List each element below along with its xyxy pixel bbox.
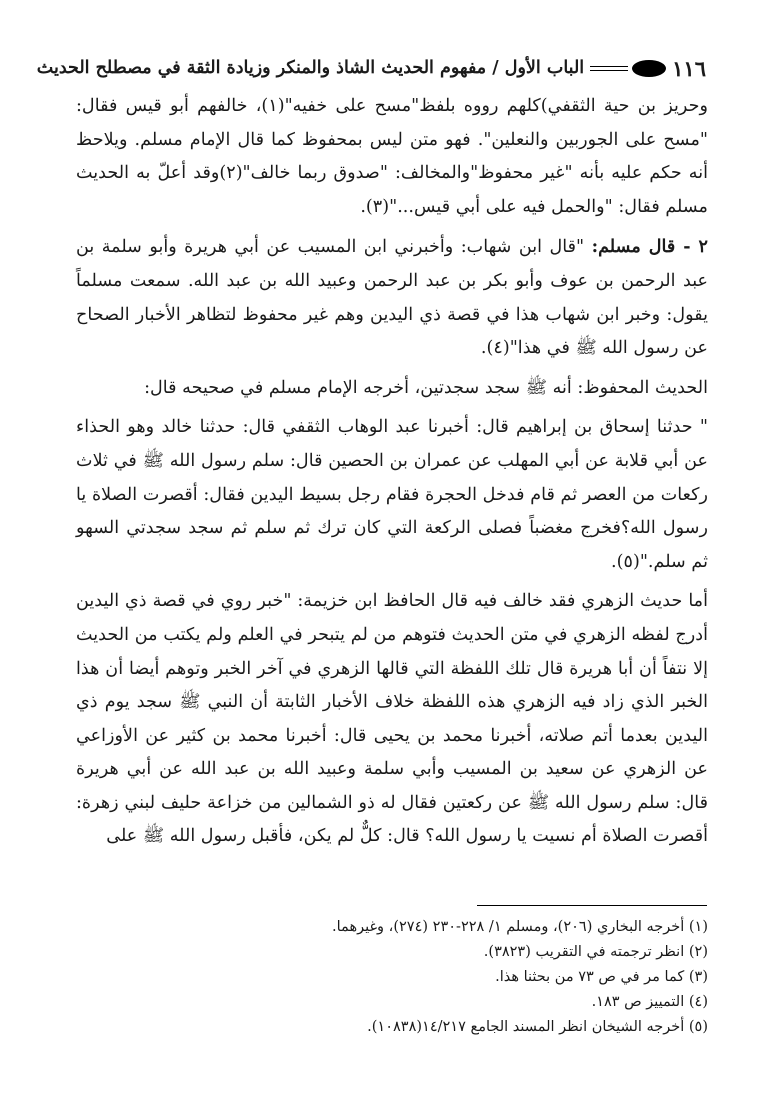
section-lead: ٢ - قال مسلم: xyxy=(591,236,708,258)
main-text xyxy=(76,90,708,860)
running-header xyxy=(36,50,706,86)
chapter-title: الباب الأول / مفهوم الحديث الشاذ والمنكر وزيادة الثقة في مصطلح الحديث xyxy=(36,58,585,78)
paragraph: " حدثنا إسحاق بن إبراهيم قال: أخبرنا عبد الوهاب الثقفي قال: حدثنا خالد وهو الحذاء عن أبي قلابة عن أبي المهلب عن عمران بن الحصين قال: سلم رسول الله ﷺ في ثلاث ركعات من العصر ثم قام فدخل الحجرة فقام رجل بسيط اليدين فقال: أقصرت الصلاة يا رسول الله؟فخرج مغضباً فصلى الركعة التي كان ترك ثم سلم ثم سجد سجدتي السهو ثم سلم."(٥). xyxy=(76,417,708,572)
paragraph: أما حديث الزهري فقد خالف فيه قال الحافظ ابن خزيمة: "خبر روي في قصة ذي اليدين أدرج لفظه الزهري في متن الحديث فتوهم من لم يتبحر في العلم ولم يكتب من الحديث إلا نتفاً أن أبا هريرة قال تلك اللفظة التي قالها الزهري في آخر الخبر وتوهم أيضا أن هذا الخبر الذي زاد فيه الزهري هذه اللفظة خلاف الأخبار الثابتة أن النبي ﷺ سجد يوم ذي اليدين بعدما أتم صلاته، أخبرنا محمد بن يحيى قال: أخبرنا محمد بن كثير عن الأوزاعي عن الزهري عن سعيد بن المسيب وأبي سلمة وعبيد الله بن عبد الله عن أبي هريرة قال: سلم رسول الله ﷺ عن ركعتين فقال له ذو الشمالين من خزاعة حليف لبني زهرة: أقصرت الصلاة أم نسيت يا رسول الله؟ قال: كلٌّ لم يكن، فأقبل رسول الله ﷺ على xyxy=(76,591,708,847)
header-rule-start xyxy=(590,66,628,71)
paragraph: الحديث المحفوظ: أنه ﷺ سجد سجدتين، أخرجه الإمام مسلم في صحيحه قال: xyxy=(144,377,708,398)
page-number: ١١٦ xyxy=(672,55,706,81)
footnote: (١) أخرجه البخاري (٢٠٦)، ومسلم ١/ ٢٢٨-٢٣٠ (٢٧٤)، وغيرهما. xyxy=(332,919,708,935)
footnote: (٤) التمييز ص ١٨٣. xyxy=(591,994,708,1010)
footnote: (٢) انظر ترجمته في التقريب (٣٨٢٣). xyxy=(483,944,708,960)
paragraph: وحريز بن حية الثقفي)كلهم رووه بلفظ"مسح على خفيه"(١)، خالفهم أبو قيس فقال: "مسح على الجوربين والنعلين". فهو متن ليس بمحفوظ كما قال الإمام مسلم. ويلاحظ أنه حكم عليه بأنه "غير محفوظ"والمخالف: "صدوق ربما خالف"(٢)وقد أعلّ به الحديث مسلم فقال: "والحمل فيه على أبي قيس..."(٣). xyxy=(76,96,709,217)
footnote-separator xyxy=(477,905,707,906)
paragraph-text: "قال ابن شهاب: وأخبرني ابن المسيب عن أبي هريرة وأبو سلمة بن عبد الرحمن بن عوف وأبو بكر بن عبد الرحمن وعبيد الله بن عبد الله. سمعت مسلماً يقول: وخبر ابن شهاب هذا في قصة ذي اليدين وهم غير محفوظ لتظاهر الأخبار الصحاح عن رسول الله ﷺ في هذا"(٤). xyxy=(76,237,708,359)
oval-ornament-icon xyxy=(632,60,666,77)
footnote: (٥) أخرجه الشيخان انظر المسند الجامع ١٤/٢١٧(١٠٨٣٨). xyxy=(367,1019,708,1035)
footnote: (٣) كما مر في ص ٧٣ من بحثنا هذا. xyxy=(495,969,708,985)
paragraph xyxy=(76,230,708,365)
footnotes xyxy=(76,915,708,1040)
